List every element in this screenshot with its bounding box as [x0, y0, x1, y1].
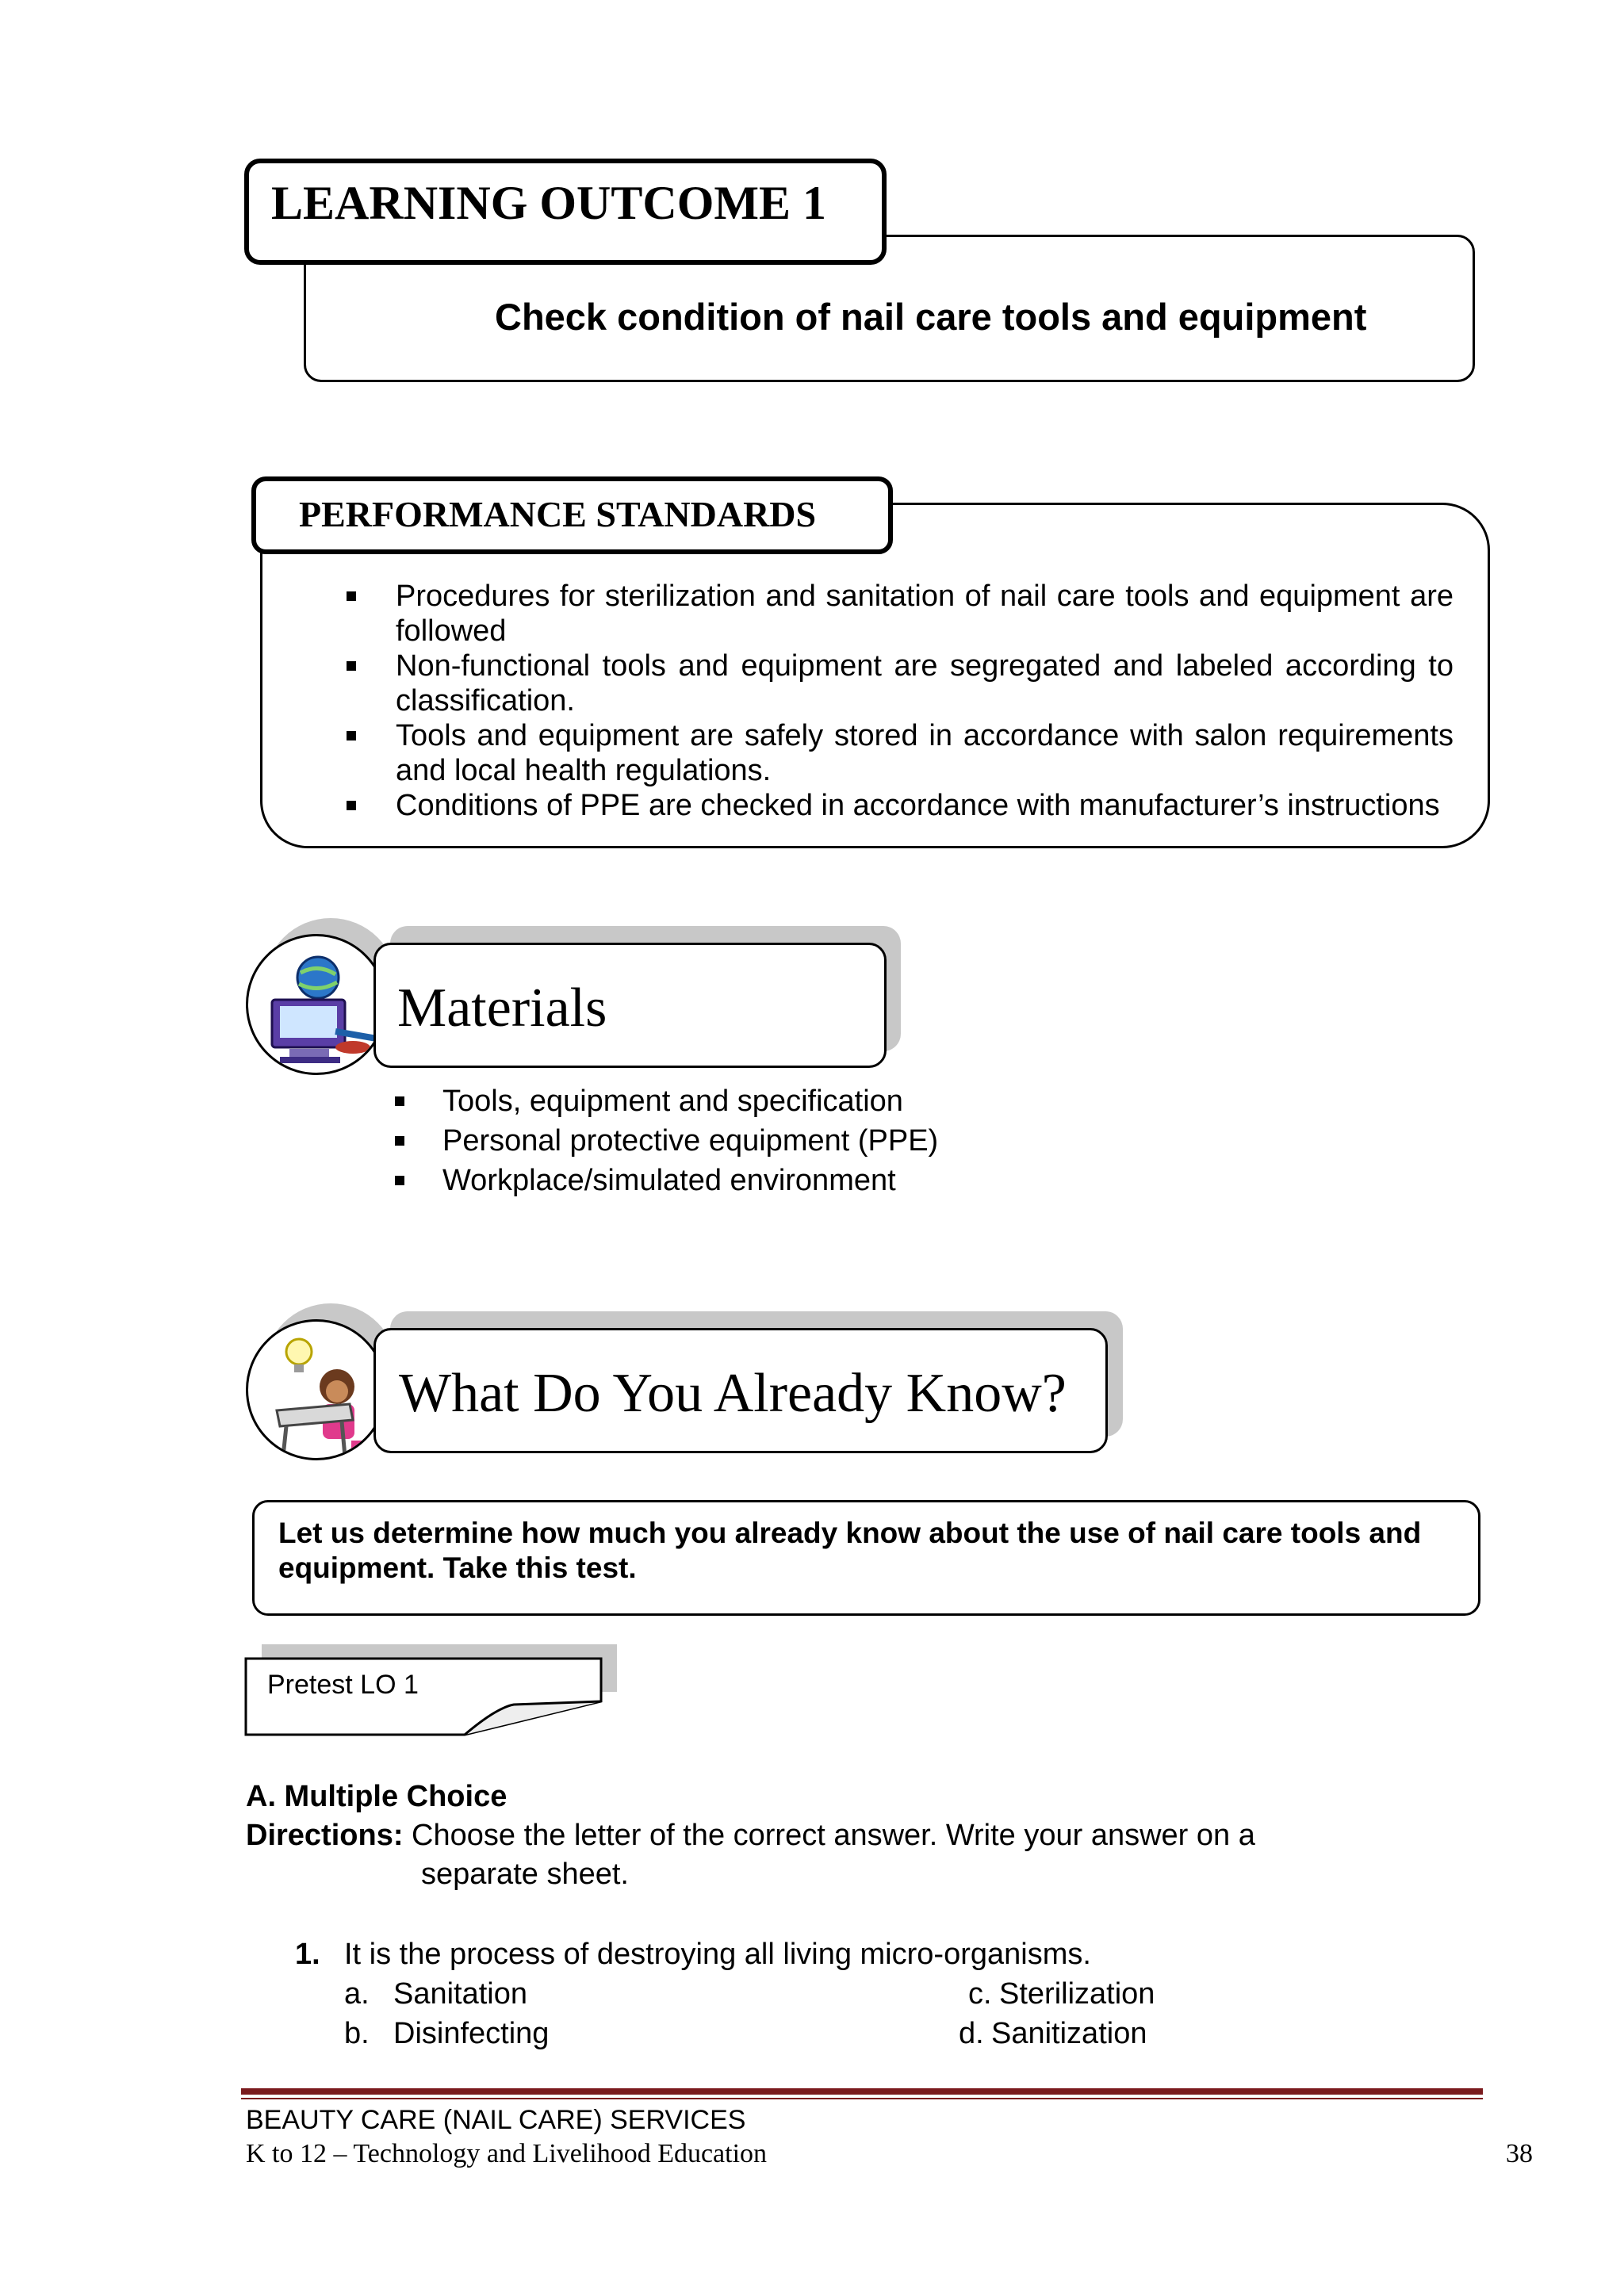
directions: Directions: Choose the letter of the correct answer. Write your answer on a [246, 1819, 1255, 1852]
option-text: Disinfecting [393, 2017, 550, 2050]
bullet-icon [347, 649, 396, 683]
bullet-icon [395, 1081, 404, 1121]
directions-continued: separate sheet. [421, 1858, 629, 1891]
list-item: Non-functional tools and equipment are segregated and labeled according to classification. [347, 649, 1454, 718]
list-item: Procedures for sterilization and sanitation of nail care tools and equipment are followed [347, 579, 1454, 649]
list-item: Tools, equipment and specification [395, 1081, 938, 1121]
learning-outcome-title: LEARNING OUTCOME 1 [271, 177, 827, 229]
list-item: Conditions of PPE are checked in accordance with manufacturer’s instructions [347, 788, 1454, 823]
list-item: Workplace/simulated environment [395, 1161, 938, 1200]
footer-rule-thin [241, 2098, 1483, 2099]
performance-standards-list [347, 579, 1454, 823]
option-text: Sterilization [999, 1977, 1155, 2011]
option-letter: d. [959, 2017, 984, 2050]
option-letter: a. [344, 1977, 370, 2011]
option-letter: c. [968, 1977, 992, 2011]
option-letter: b. [344, 2017, 370, 2050]
computer-globe-icon [246, 934, 387, 1075]
footer-course-title: BEAUTY CARE (NAIL CARE) SERVICES [246, 2105, 746, 2135]
student-desk-icon [246, 1319, 387, 1460]
option-text: Sanitation [393, 1977, 528, 2011]
bullet-icon [395, 1161, 404, 1200]
bullet-icon [347, 718, 396, 753]
instruction-text: Let us determine how much you already know about the use of nail care tools and equipment. Take this test. [278, 1517, 1422, 1584]
bullet-icon [347, 579, 396, 614]
section-heading: A. Multiple Choice [246, 1780, 508, 1813]
pretest-label: Pretest LO 1 [267, 1670, 419, 1700]
bullet-icon [395, 1121, 404, 1161]
page-number: 38 [1506, 2139, 1533, 2168]
materials-title: Materials [397, 978, 607, 1039]
list-item: Tools and equipment are safely stored in accordance with salon requirements and local health regulations. [347, 718, 1454, 788]
option-text: Sanitization [991, 2017, 1147, 2050]
footer-rule [241, 2088, 1483, 2095]
list-item: Personal protective equipment (PPE) [395, 1121, 938, 1161]
question-text: It is the process of destroying all living micro-organisms. [344, 1938, 1091, 1971]
already-know-title: What Do You Already Know? [399, 1363, 1067, 1424]
materials-list [395, 1081, 938, 1200]
question-number: 1. [295, 1938, 320, 1971]
bullet-icon [347, 788, 396, 823]
footer-program: K to 12 – Technology and Livelihood Education [246, 2139, 768, 2168]
performance-standards-title: PERFORMANCE STANDARDS [299, 494, 817, 534]
learning-outcome-subtitle: Check condition of nail care tools and equipment [495, 296, 1367, 338]
